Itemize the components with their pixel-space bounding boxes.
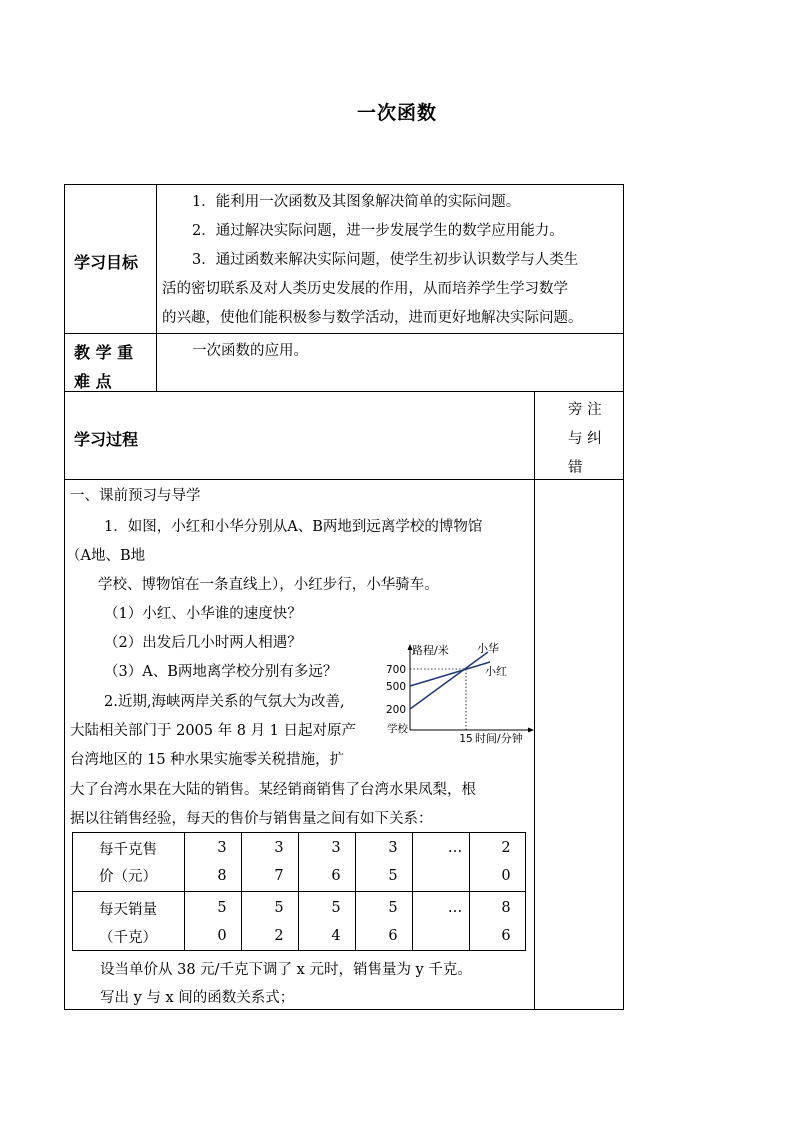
divider-keypoints — [64, 391, 624, 392]
row2-cell: 2 — [274, 928, 284, 944]
row1-cell: 3 — [388, 840, 398, 856]
row2-cell: 4 — [331, 928, 341, 944]
row2-cell: 8 — [501, 900, 511, 916]
q1-sub1: （1）小红、小华谁的速度快？ — [104, 606, 302, 622]
objective-line-4: 活的密切联系及对人类历史发展的作用，从而培养学生学习数学 — [162, 281, 568, 297]
objective-line-1: 1．能利用一次函数及其图象解决简单的实际问题。 — [192, 194, 521, 210]
line-xiaohong — [410, 662, 490, 686]
keypoints-label-line1: 教 学 重 — [74, 343, 134, 362]
q2-line1: 2.近期,海峡两岸关系的气氛大为改善, — [104, 694, 345, 710]
table-border-top — [64, 184, 624, 185]
ptable-mid — [72, 891, 526, 892]
row1-cell: 7 — [274, 868, 284, 884]
row2-cell: 5 — [274, 900, 284, 916]
ptable-col-5 — [412, 832, 413, 951]
side-note-line3: 错 — [568, 460, 583, 476]
y-tick-200: 200 — [385, 704, 406, 716]
label-xiaohua: 小华 — [477, 642, 499, 655]
q1-line2: （A地、B地 — [66, 548, 146, 564]
x-axis-arrow — [528, 728, 534, 733]
ptable-col-1 — [184, 832, 185, 951]
row2-ellipsis: … — [447, 900, 463, 916]
origin-label: 学校 — [387, 723, 408, 735]
row2-header-l1: 每天销量 — [99, 902, 157, 918]
row2-cell: 5 — [331, 900, 341, 916]
row1-header-l2: 价（元） — [99, 869, 157, 885]
row1-cell: 5 — [388, 868, 398, 884]
after-table-line2: 写出 y 与 x 间的函数关系式； — [100, 990, 295, 1006]
row2-cell: 6 — [388, 928, 398, 944]
objective-line-3: 3．通过函数来解决实际问题，使学生初步认识数学与人类生 — [192, 252, 579, 268]
row1-cell: 3 — [217, 840, 227, 856]
ptable-col-4 — [355, 832, 356, 951]
q2-line3: 台湾地区的 15 种水果实施零关税措施，扩 — [70, 752, 345, 768]
price-sales-table — [72, 832, 526, 951]
label-xiaohong: 小红 — [485, 665, 507, 678]
row2-cell: 0 — [217, 928, 227, 944]
process-label: 学习过程 — [74, 430, 139, 449]
q2-line2: 大陆相关部门于 2005 年 8 月 1 日起对原产 — [70, 723, 357, 739]
table-border-left — [64, 184, 65, 1010]
q1-line1: 1．如图，小红和小华分别从A、B两地到远离学校的博物馆 — [104, 519, 483, 535]
row2-header-l2: （千克） — [99, 930, 157, 946]
divider-process — [64, 479, 624, 480]
side-note-line1: 旁 注 — [568, 402, 602, 418]
q1-sub3: （3）A、B两地离学校分别有多远？ — [104, 664, 338, 680]
side-note-line2: 与 纠 — [568, 431, 602, 447]
ptable-col-6 — [469, 832, 470, 951]
row1-cell: 6 — [331, 868, 341, 884]
ptable-col-7 — [525, 832, 526, 951]
keypoints-content: 一次函数的应用。 — [192, 343, 308, 359]
after-table-line1: 设当单价从 38 元/千克下调了 x 元时，销售量为 y 千克。 — [100, 962, 472, 978]
ptable-col-3 — [298, 832, 299, 951]
side-column-divider — [534, 391, 535, 1010]
row2-cell: 5 — [388, 900, 398, 916]
label-column-divider — [156, 184, 157, 392]
q1-line3: 学校、博物馆在一条直线上），小红步行，小华骑车。 — [98, 577, 439, 593]
y-tick-700: 700 — [385, 664, 406, 676]
q2-line5: 据以往销售经验，每天的售价与销售量之间有如下关系： — [70, 811, 433, 827]
q2-line4: 大了台湾水果在大陆的销售。某经销商销售了台湾水果凤梨，根 — [70, 782, 476, 798]
row1-cell: 3 — [331, 840, 341, 856]
section-heading: 一、课前预习与导学 — [70, 488, 201, 504]
row1-cell: 8 — [217, 868, 227, 884]
objective-line-2: 2．通过解决实际问题，进一步发展学生的数学应用能力。 — [192, 223, 564, 239]
y-axis-label: 路程/米 — [412, 644, 449, 657]
q1-sub2: （2）出发后几小时两人相遇？ — [104, 635, 302, 651]
x-tick-15: 15 — [459, 733, 473, 745]
ptable-top — [72, 832, 526, 833]
row1-cell: 0 — [501, 868, 511, 884]
ptable-col-2 — [241, 832, 242, 951]
line-xiaohua — [410, 652, 488, 709]
row1-cell: 3 — [274, 840, 284, 856]
row1-header-l1: 每千克售 — [99, 842, 157, 858]
distance-time-graph — [378, 638, 534, 750]
row2-cell: 6 — [501, 928, 511, 944]
row1-ellipsis: … — [447, 840, 463, 856]
keypoints-label-line2: 难 点 — [74, 372, 112, 391]
divider-objectives — [64, 333, 624, 334]
page-title: 一次函数 — [356, 102, 437, 124]
ptable-bottom — [72, 950, 526, 951]
y-tick-500: 500 — [385, 681, 406, 693]
x-axis-label: 时间/分钟 — [475, 732, 523, 745]
objective-line-5: 的兴趣，使他们能积极参与数学活动，进而更好地解决实际问题。 — [162, 310, 583, 326]
row2-cell: 5 — [217, 900, 227, 916]
objectives-label: 学习目标 — [74, 253, 139, 272]
row1-cell: 2 — [501, 840, 511, 856]
table-border-right — [623, 184, 624, 1010]
